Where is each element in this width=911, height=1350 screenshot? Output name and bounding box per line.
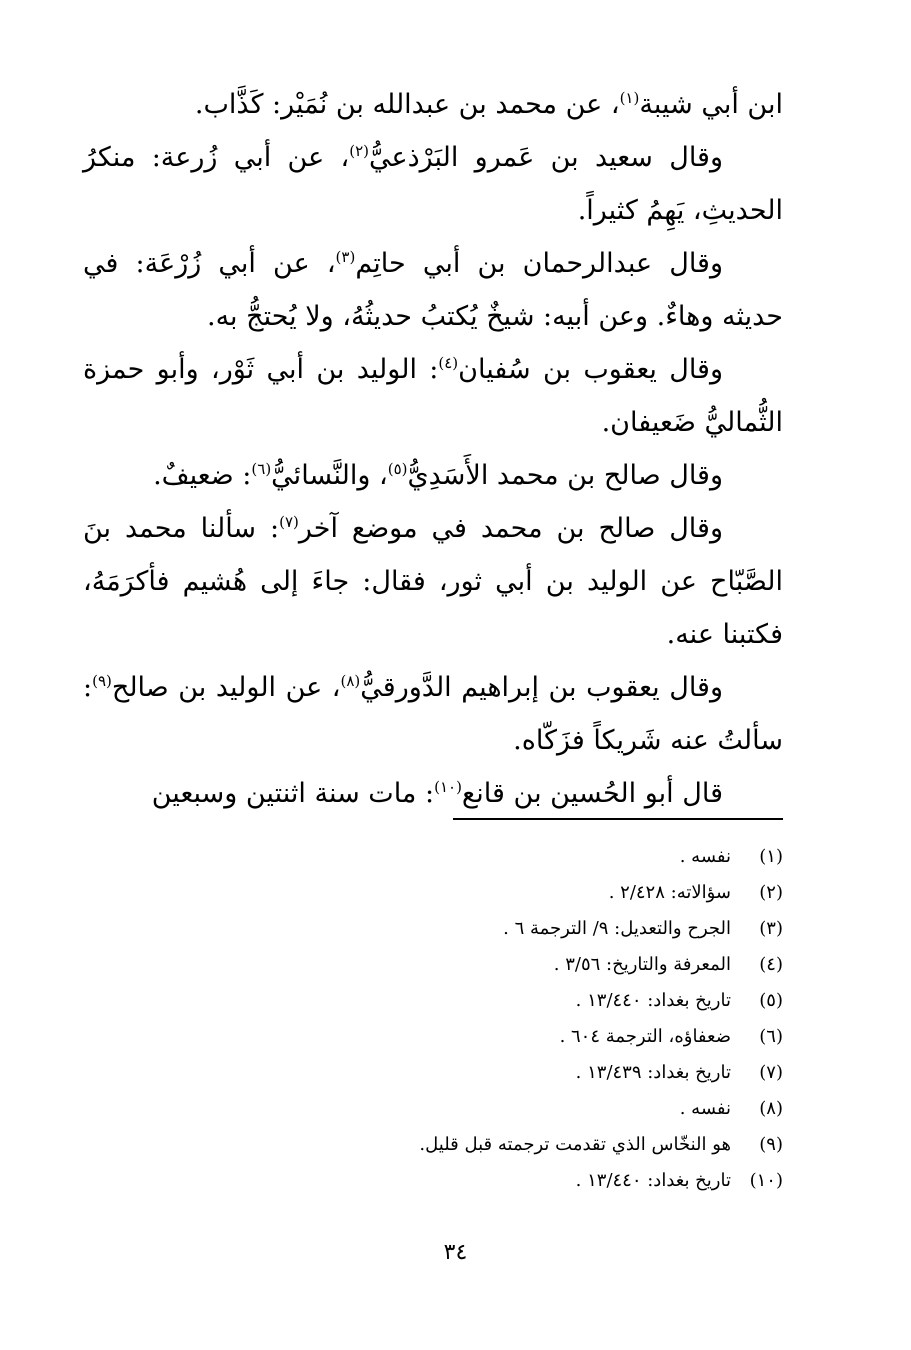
text-segment: : مات سنة اثنتين وسبعين: [151, 778, 435, 809]
text-segment: ، والنَّسائيُّ: [271, 460, 388, 491]
footnote-text: تاريخ بغداد: ١٣/٤٣٩ .: [575, 1062, 731, 1083]
paragraph-1: [83, 78, 783, 131]
footnote-number: (٦): [759, 1026, 783, 1047]
footnote-number: (٨): [759, 1098, 783, 1119]
footnote-ref: (٤): [438, 354, 459, 372]
paragraph-7: [83, 661, 783, 767]
footnote-item: [83, 1026, 783, 1062]
text-segment: ، عن الوليد بن صالح: [111, 672, 341, 703]
text-segment: : سألنا محمد بنَ الصَّبّاح عن الوليد بن أبي ثور، فقال: جاءَ إلى هُشيم فأكرَمَهُ، فكتبنا عنه.: [83, 513, 783, 650]
text-segment: وقال سعيد بن عَمرو البَرْذعيُّ: [368, 142, 723, 173]
footnote-text: سؤالاته: ٢/٤٢٨ .: [608, 882, 731, 903]
text-segment: ، عن محمد بن عبدالله بن نُمَيْر: كَذَّاب.: [194, 89, 620, 120]
footnote-number: (١): [759, 846, 783, 867]
page-number: ٣٤: [443, 1240, 468, 1265]
text-segment: ابن أبي شيبة: [639, 89, 783, 120]
text-segment: ، عن أبي زُرْعَة: في حديثه وهاءٌ. وعن أبيه: شيخٌ يُكتبُ حديثُهُ، ولا يُحتجُّ به.: [83, 248, 783, 332]
footnote-item: [83, 918, 783, 954]
paragraph-8: [83, 767, 783, 820]
paragraph-5: [83, 449, 783, 502]
footnote-number: (٤): [759, 954, 783, 975]
footnote-item: [83, 1170, 783, 1206]
footnote-ref: (٧): [279, 513, 299, 531]
footnote-text: المعرفة والتاريخ: ٣/٥٦ .: [553, 954, 731, 975]
footnote-text: هو النخّاس الذي تقدمت ترجمته قبل قليل.: [419, 1134, 731, 1155]
footnote-item: [83, 990, 783, 1026]
footnote-item: [83, 954, 783, 990]
footnote-text: تاريخ بغداد: ١٣/٤٤٠ .: [575, 1170, 731, 1191]
footnote-number: (٩): [759, 1134, 783, 1155]
paragraph-3: [83, 237, 783, 343]
footnote-item: [83, 1062, 783, 1098]
text-segment: قال أبو الحُسين بن قانع: [461, 778, 723, 809]
footnote-text: نفسه .: [679, 846, 731, 867]
footnote-ref: (٦): [251, 460, 272, 478]
main-text: [83, 78, 783, 820]
footnote-number: (١٠): [749, 1170, 783, 1191]
footnote-separator: [453, 818, 783, 820]
footnote-ref: (٥): [387, 460, 408, 478]
footnote-item: [83, 882, 783, 918]
text-segment: وقال يعقوب بن سُفيان: [458, 354, 724, 385]
text-segment: : سألتُ عنه شَريكاً فزَكّاه.: [83, 672, 783, 756]
footnote-ref: (٩): [92, 672, 112, 690]
text-segment: وقال صالح بن محمد الأَسَدِيُّ: [407, 460, 723, 491]
footnote-text: نفسه .: [679, 1098, 731, 1119]
footnote-ref: (٣): [335, 248, 356, 266]
text-segment: وقال يعقوب بن إبراهيم الدَّورقيُّ: [360, 672, 723, 703]
footnote-number: (٣): [759, 918, 783, 939]
text-segment: وقال صالح بن محمد في موضع آخر: [298, 513, 723, 544]
footnote-ref: (١٠): [434, 778, 462, 796]
footnote-text: الجرح والتعديل: ٩/ الترجمة ٦ .: [503, 918, 731, 939]
paragraph-6: [83, 502, 783, 661]
text-segment: وقال عبدالرحمان بن أبي حاتِم: [355, 248, 723, 279]
footnote-text: تاريخ بغداد: ١٣/٤٤٠ .: [575, 990, 731, 1011]
footnote-ref: (١): [619, 89, 640, 107]
footnote-ref: (٢): [349, 142, 369, 160]
footnote-item: [83, 1134, 783, 1170]
footnote-number: (٧): [759, 1062, 783, 1083]
paragraph-4: [83, 343, 783, 449]
footnote-item: [83, 1098, 783, 1134]
text-segment: : الوليد بن أبي ثَوْر، وأبو حمزة الثُّماليُّ ضَعيفان.: [83, 354, 783, 438]
footnotes: [83, 846, 783, 1206]
footnote-text: ضعفاؤه، الترجمة ٦٠٤ .: [559, 1026, 731, 1047]
text-segment: ، عن أبي زُرعة: منكرُ الحديثِ، يَهِمُ كثيراً.: [83, 142, 783, 226]
footnote-number: (٢): [759, 882, 783, 903]
footnote-ref: (٨): [340, 672, 361, 690]
footnote-number: (٥): [759, 990, 783, 1011]
footnote-item: [83, 846, 783, 882]
paragraph-2: [83, 131, 783, 237]
text-segment: : ضعيفٌ.: [153, 460, 252, 491]
